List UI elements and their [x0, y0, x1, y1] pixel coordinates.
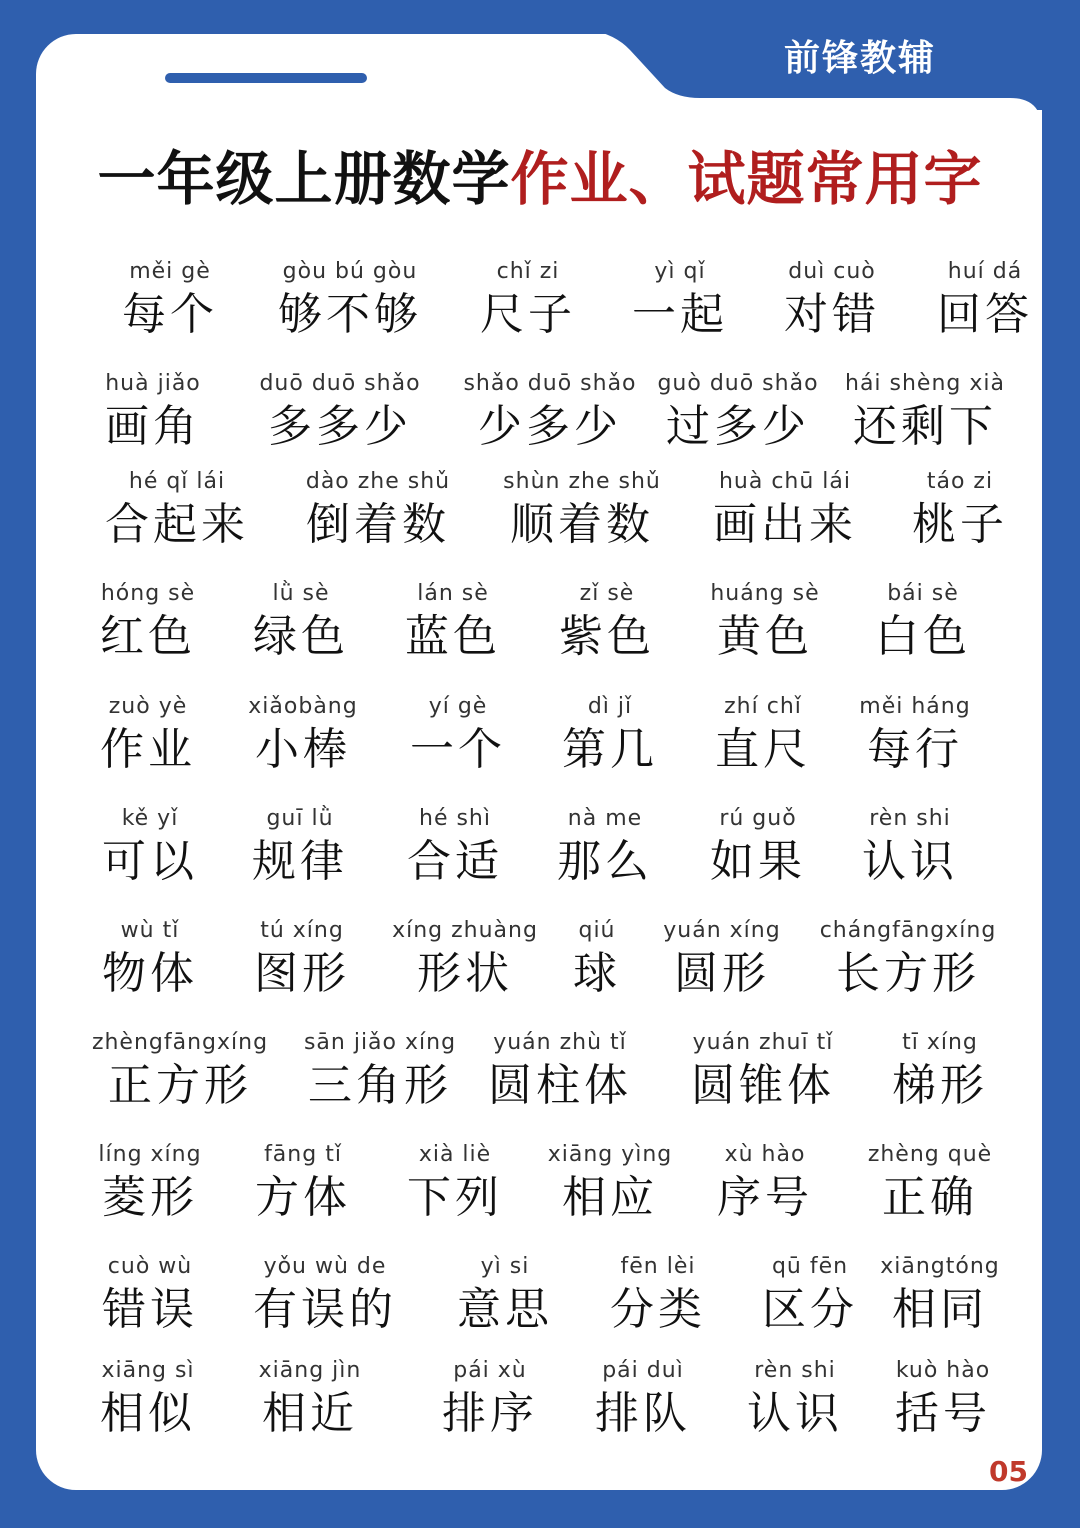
hanzi-word: 紫色: [559, 611, 655, 662]
hanzi-word: 球: [573, 948, 621, 999]
pinyin-label: xíng zhuàng: [392, 918, 538, 943]
hanzi-word: 顺着数: [510, 499, 654, 550]
hanzi-word: 少多少: [478, 401, 622, 452]
hanzi-word: 规律: [252, 836, 348, 887]
pinyin-label: měi gè: [129, 259, 211, 284]
hanzi-word: 图形: [254, 948, 350, 999]
pinyin-label: cuò wù: [107, 1254, 193, 1279]
pinyin-label: huáng sè: [710, 581, 820, 606]
hanzi-word: 下列: [407, 1172, 503, 1223]
hanzi-word: 梯形: [892, 1060, 988, 1111]
hanzi-word: 错误: [102, 1284, 198, 1335]
hanzi-word: 认识: [747, 1388, 843, 1439]
pinyin-label: lǜ sè: [272, 581, 330, 606]
pinyin-label: tī xíng: [902, 1030, 978, 1055]
pinyin-label: rú guǒ: [719, 806, 797, 831]
pinyin-label: gòu bú gòu: [282, 259, 418, 284]
vocab-item: [450, 1029, 670, 1115]
pinyin-label: líng xíng: [98, 1142, 202, 1167]
vocab-item: [813, 580, 1033, 666]
pinyin-label: zuò yè: [108, 694, 188, 719]
hanzi-word: 一起: [632, 289, 728, 340]
vocab-item: [815, 370, 1035, 456]
pinyin-label: bái sè: [887, 581, 959, 606]
hanzi-word: 每个: [122, 289, 218, 340]
pinyin-label: dào zhe shǔ: [305, 469, 451, 494]
pinyin-label: huà chū lái: [718, 469, 852, 494]
hanzi-word: 长方形: [836, 948, 980, 999]
hanzi-word: 可以: [102, 836, 198, 887]
hanzi-word: 圆柱体: [488, 1060, 632, 1111]
hanzi-word: 排队: [595, 1388, 691, 1439]
pinyin-label: lán sè: [417, 581, 489, 606]
vocab-item: [850, 468, 1070, 554]
hanzi-word: 第几: [562, 724, 658, 775]
hanzi-word: 菱形: [102, 1172, 198, 1223]
hanzi-word: 如果: [710, 836, 806, 887]
hanzi-word: 白色: [875, 611, 971, 662]
title-part1: 一年级上册数学: [97, 145, 511, 213]
hanzi-word: 对错: [784, 289, 880, 340]
pinyin-label: duì cuò: [788, 259, 876, 284]
pinyin-label: guī lǜ: [266, 806, 334, 831]
pinyin-label: hé qǐ lái: [128, 469, 226, 494]
hanzi-word: 倒着数: [306, 499, 450, 550]
vocab-item: [800, 805, 1020, 891]
pinyin-label: shǎo duō shǎo: [463, 371, 637, 396]
pinyin-label: zǐ sè: [579, 581, 635, 606]
vocab-item: [230, 370, 450, 456]
hanzi-word: 有误的: [253, 1284, 397, 1335]
pinyin-label: táo zi: [926, 469, 994, 494]
pinyin-label: xù hào: [724, 1142, 806, 1167]
pinyin-label: xiāng jìn: [258, 1358, 362, 1383]
pinyin-label: nà me: [567, 806, 643, 831]
hanzi-word: 序号: [717, 1172, 813, 1223]
vocab-item: [472, 468, 692, 554]
pinyin-label: shùn zhe shǔ: [503, 469, 661, 494]
vocab-item: [833, 1357, 1053, 1443]
pinyin-label: pái duì: [602, 1358, 684, 1383]
pinyin-label: chǐ zi: [496, 259, 560, 284]
hanzi-word: 合适: [407, 836, 503, 887]
pinyin-label: rèn shi: [869, 806, 951, 831]
pinyin-label: yí gè: [428, 694, 488, 719]
hanzi-word: 每行: [867, 724, 963, 775]
pinyin-label: yǒu wù de: [263, 1254, 387, 1279]
hanzi-word: 绿色: [253, 611, 349, 662]
hanzi-word: 够不够: [278, 289, 422, 340]
pinyin-label: xiāng sì: [101, 1358, 195, 1383]
pinyin-label: fēn lèi: [620, 1254, 696, 1279]
pinyin-label: fāng tǐ: [264, 1142, 342, 1167]
pinyin-label: yuán xíng: [663, 918, 781, 943]
pinyin-label: zhèngfāngxíng: [91, 1030, 269, 1055]
hanzi-word: 正方形: [108, 1060, 252, 1111]
pinyin-label: qū fēn: [771, 1254, 849, 1279]
hanzi-word: 一个: [410, 724, 506, 775]
pinyin-label: chángfāngxíng: [819, 918, 997, 943]
hanzi-word: 红色: [100, 611, 196, 662]
vocab-item: [798, 917, 1018, 1003]
hanzi-word: 相应: [562, 1172, 658, 1223]
hanzi-word: 小棒: [255, 724, 351, 775]
vocab-item: [805, 693, 1025, 779]
hanzi-word: 作业: [100, 724, 196, 775]
pinyin-label: tú xíng: [260, 918, 344, 943]
title-part2: 作业、试题常用字: [510, 145, 983, 213]
hanzi-word: 括号: [895, 1388, 991, 1439]
pinyin-label: guò duō shǎo: [657, 371, 819, 396]
pinyin-label: duō duō shǎo: [259, 371, 421, 396]
vocab-item: [70, 1029, 290, 1115]
hanzi-word: 方体: [255, 1172, 351, 1223]
pinyin-label: qiú: [578, 918, 616, 943]
hanzi-word: 相似: [100, 1388, 196, 1439]
hanzi-word: 画出来: [713, 499, 857, 550]
pinyin-label: hé shì: [419, 806, 491, 831]
vocab-item: [820, 1141, 1040, 1227]
pinyin-label: xiāng yìng: [547, 1142, 673, 1167]
vocab-item: [830, 1253, 1050, 1339]
hanzi-word: 蓝色: [405, 611, 501, 662]
hanzi-word: 形状: [417, 948, 513, 999]
hanzi-word: 桃子: [912, 499, 1008, 550]
hanzi-word: 合起来: [105, 499, 249, 550]
pinyin-label: zhèng què: [867, 1142, 993, 1167]
pinyin-label: sān jiǎo xíng: [303, 1030, 457, 1055]
pinyin-label: huà jiǎo: [105, 371, 201, 396]
vocab-item: [440, 370, 660, 456]
brand-label: 前锋教辅: [783, 37, 936, 79]
hanzi-word: 相同: [892, 1284, 988, 1335]
vocab-item: [268, 468, 488, 554]
hanzi-word: 三角形: [308, 1060, 452, 1111]
hanzi-word: 分类: [610, 1284, 706, 1335]
hanzi-word: 圆形: [674, 948, 770, 999]
hanzi-word: 还剩下: [853, 401, 997, 452]
hanzi-word: 区分: [762, 1284, 858, 1335]
pinyin-label: měi háng: [859, 694, 971, 719]
pinyin-label: pái xù: [453, 1358, 527, 1383]
hanzi-word: 尺子: [480, 289, 576, 340]
hanzi-word: 认识: [862, 836, 958, 887]
pinyin-label: xiǎobàng: [248, 694, 358, 719]
hanzi-word: 那么: [557, 836, 653, 887]
pinyin-label: hái shèng xià: [845, 371, 1005, 396]
pinyin-label: hóng sè: [100, 581, 196, 606]
pinyin-label: zhí chǐ: [724, 694, 802, 719]
hanzi-word: 物体: [102, 948, 198, 999]
pinyin-label: yuán zhuī tǐ: [692, 1030, 834, 1055]
hanzi-word: 回答: [937, 289, 1033, 340]
hanzi-word: 圆锥体: [691, 1060, 835, 1111]
vocab-item: [875, 258, 1080, 344]
pinyin-label: huí dá: [947, 259, 1023, 284]
hanzi-word: 黄色: [717, 611, 813, 662]
hanzi-word: 多多少: [268, 401, 412, 452]
hanzi-word: 画角: [105, 401, 201, 452]
hanzi-word: 正确: [882, 1172, 978, 1223]
page-number: 05: [989, 1455, 1028, 1488]
hanzi-word: 相近: [262, 1388, 358, 1439]
pinyin-label: kě yǐ: [121, 806, 179, 831]
hanzi-word: 过多少: [666, 401, 810, 452]
pinyin-label: yì qǐ: [654, 259, 706, 284]
vocab-item: [830, 1029, 1050, 1115]
pinyin-label: wù tǐ: [120, 918, 180, 943]
pinyin-label: rèn shi: [754, 1358, 836, 1383]
vocab-item: [67, 468, 287, 554]
hanzi-word: 意思: [457, 1284, 553, 1335]
pinyin-label: kuò hào: [895, 1358, 991, 1383]
pinyin-label: xiāngtóng: [880, 1254, 1000, 1279]
pinyin-label: dì jǐ: [587, 694, 633, 719]
pinyin-label: yì si: [480, 1254, 530, 1279]
pinyin-label: xià liè: [418, 1142, 492, 1167]
pinyin-label: yuán zhù tǐ: [493, 1030, 627, 1055]
hanzi-word: 直尺: [715, 724, 811, 775]
hanzi-word: 排序: [442, 1388, 538, 1439]
